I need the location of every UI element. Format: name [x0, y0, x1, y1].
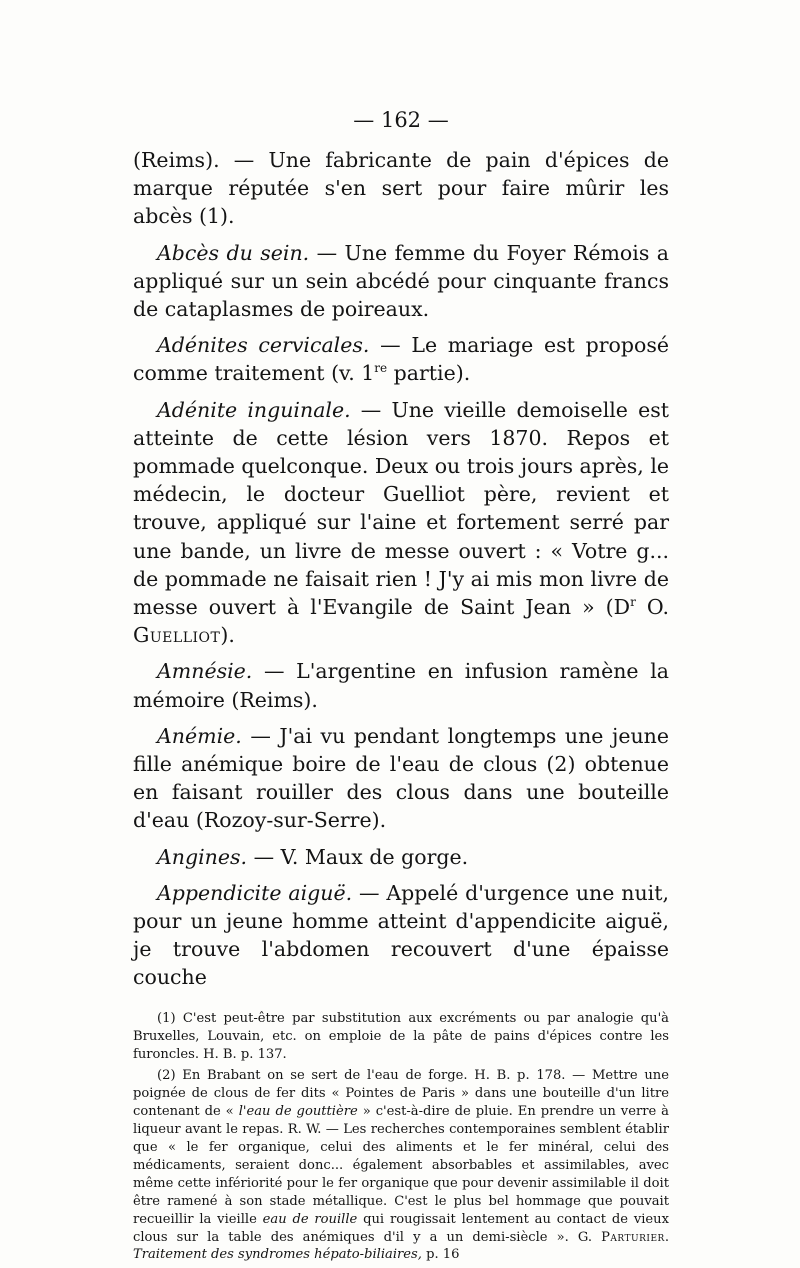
footnote-text: p. 16 — [421, 1247, 460, 1263]
footnote-text: (2) En Brabant on se sert de l'eau de forge. H. B. p. 178. — Mettre une poignée de clous de fer dits « Pointes de Paris » dans une bouteille d'un litre contenant de « — [133, 1068, 669, 1120]
paragraph-reims — [133, 146, 669, 231]
entry-heading: Anémie. — [157, 723, 242, 748]
footnote-italic: l'eau de gouttière — [238, 1104, 358, 1120]
author-name: Guelliot — [133, 623, 221, 648]
paragraph-text-after: O. — [635, 595, 669, 620]
footnote-1: (1) C'est peut-être par substitution aux excréments ou par analogie qu'à Bruxelles, Louvain, etc. on emploie de la pâte de pains d'épices contre les furoncles. H. B. p. 137. — [133, 1010, 669, 1062]
footnote-italic: eau de rouille — [262, 1211, 358, 1227]
paragraph-text: — Une vieille demoiselle est atteinte de cette lésion vers 1870. Repos et pommade quelconque. Deux ou trois jours après, le médecin, le docteur Guelliot père, revient et trouve, appliqué sur l'aine et fortement serré par une bande, un livre de messe ouvert : « Votre g... de pommade ne faisait rien ! J'y ai mis mon livre de messe ouvert à l'Evangile de Saint Jean » (D — [133, 397, 670, 620]
paragraph-adenite-inguinale — [133, 396, 669, 650]
paragraph-text: (Reims). — Une fabricante de pain d'épices de marque réputée s'en sert pour faire mûrir les abcès (1). — [133, 148, 669, 229]
footnote-text: . — [664, 1229, 669, 1245]
footnotes — [133, 1010, 669, 1265]
main-text — [133, 146, 669, 992]
entry-heading: Adénites cervicales. — [157, 333, 370, 358]
entry-heading: Adénite inguinale. — [157, 397, 351, 422]
superscript: re — [374, 361, 388, 376]
paragraph-text-end: ). — [220, 623, 235, 648]
book-page — [133, 100, 669, 1268]
paragraph-abces-du-sein — [133, 239, 669, 324]
book-title: Traitement des syndromes hépato-biliaires, — [133, 1247, 422, 1263]
footnote-spacer — [133, 992, 669, 1010]
page-number: — 162 — — [353, 108, 449, 132]
paragraph-angines — [133, 843, 669, 871]
paragraph-amnesie — [133, 657, 669, 713]
entry-heading: Amnésie. — [157, 659, 253, 684]
entry-heading: Angines. — [157, 844, 248, 869]
paragraph-text: — Appelé d'urgence une nuit, pour un jeune homme atteint d'appendicite aiguë, je trouve l'abdomen recouvert d'une épaisse couche — [133, 880, 669, 990]
paragraph-text: — Le mariage est proposé comme traitement (v. 1 — [133, 333, 670, 386]
footnote-text: qui rougissait lentement au contact de vieux clous sur la table des anémiques d'il y a un demi-siècle ». G. — [133, 1211, 669, 1245]
paragraph-appendicite — [133, 879, 669, 992]
paragraph-adenites-cervicales — [133, 331, 669, 387]
paragraph-text-after: partie). — [387, 361, 471, 386]
paragraph-text: — J'ai vu pendant longtemps une jeune fille anémique boire de l'eau de clous (2) obtenue en faisant rouiller des clous dans une bouteille d'eau (Rozoy-sur-Serre). — [133, 723, 669, 833]
author-name: Parturier — [601, 1229, 665, 1245]
footnote-2 — [133, 1067, 669, 1264]
paragraph-text: — L'argentine en infusion ramène la mémoire (Reims). — [133, 659, 669, 712]
paragraph-text: — Une femme du Foyer Rémois a appliqué sur un sein abcédé pour cinquante francs de cataplasmes de poireaux. — [133, 240, 669, 322]
footnote-text: » c'est-à-dire de pluie. En prendre un verre à liqueur avant le repas. R. W. — Les recherches contemporaines semblent établir que « le fer organique, celui des aliments et le fer minéral, celui des médicaments, seraient donc... également absorbables et assimilables, avec même cette infériorité pour le fer organique que pour devenir assimilable il doit être ramené à son stade métallique. C'est le plus bel hommage que pouvait recueillir la vieille — [133, 1104, 669, 1227]
entry-heading: Abcès du sein. — [157, 240, 310, 265]
superscript: r — [630, 595, 636, 610]
paragraph-text: — V. Maux de gorge. — [247, 844, 469, 869]
entry-heading: Appendicite aiguë. — [157, 880, 353, 905]
paragraph-anemie — [133, 722, 669, 835]
